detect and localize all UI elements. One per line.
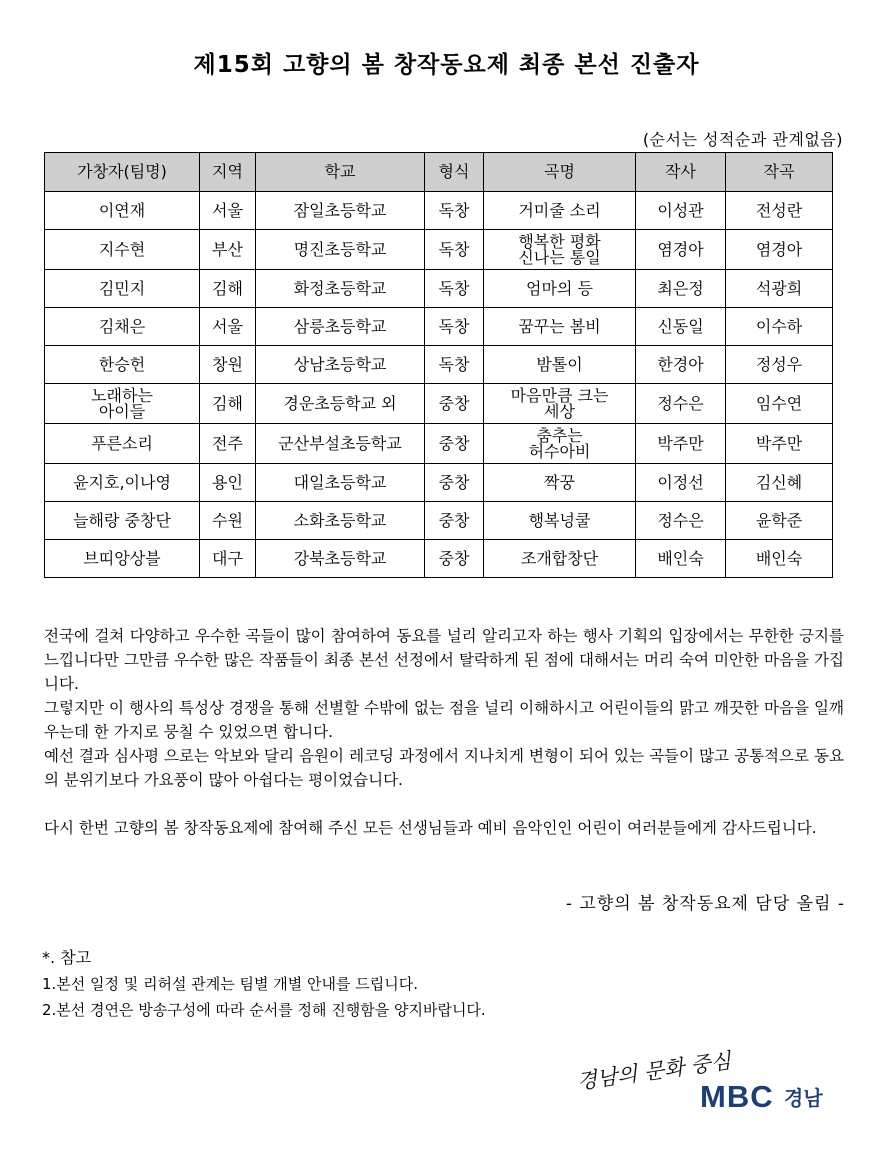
- cell-region: 창원: [200, 346, 256, 384]
- cell-school: 화정초등학교: [256, 270, 425, 308]
- cell-singer: 김민지: [45, 270, 200, 308]
- cell-region: 전주: [200, 424, 256, 464]
- header-singer: 가창자(팀명): [45, 153, 200, 192]
- body-paragraph-3: 예선 결과 심사평 으로는 악보와 달리 음원이 레코딩 과정에서 지나치게 변형이 되어 있는 곡들이 많고 공통적으로 동요의 분위기보다 가요풍이 많아 아쉽다는 평이었습니다.: [44, 747, 844, 789]
- cell-school: 대일초등학교: [256, 464, 425, 502]
- table-row: [45, 192, 833, 230]
- cell-singer: 윤지호,이나영: [45, 464, 200, 502]
- cell-region: 서울: [200, 308, 256, 346]
- cell-format: 독창: [425, 308, 484, 346]
- cell-singer: 노래하는 아이들: [45, 384, 200, 424]
- logo-brand: MBC: [700, 1079, 774, 1114]
- header-format: 형식: [425, 153, 484, 192]
- table-row: [45, 308, 833, 346]
- cell-school: 명진초등학교: [256, 230, 425, 270]
- cell-composer: 배인숙: [726, 540, 833, 578]
- signoff: - 고향의 봄 창작동요제 담당 올림 -: [565, 894, 845, 914]
- cell-song: 거미줄 소리: [484, 192, 636, 230]
- cell-lyricist: 한경아: [636, 346, 726, 384]
- cell-format: 독창: [425, 270, 484, 308]
- cell-format: 중창: [425, 540, 484, 578]
- cell-song: 조개합창단: [484, 540, 636, 578]
- cell-school: 경운초등학교 외: [256, 384, 425, 424]
- reference-item: 1.본선 일정 및 리허설 관계는 팀별 개별 안내를 드립니다.: [42, 975, 419, 993]
- cell-lyricist: 이정선: [636, 464, 726, 502]
- body-paragraph-4: 다시 한번 고향의 봄 창작동요제에 참여해 주신 모든 선생님들과 예비 음악인인 어린이 여러분들에게 감사드립니다.: [44, 819, 817, 837]
- cell-song: 짝꿍: [484, 464, 636, 502]
- page-title: 제15회 고향의 봄 창작동요제 최종 본선 진출자: [193, 52, 700, 78]
- cell-format: 중창: [425, 502, 484, 540]
- table-row: [45, 464, 833, 502]
- cell-school: 소화초등학교: [256, 502, 425, 540]
- table-header-row: [45, 153, 833, 192]
- logo-graphic: [572, 1045, 852, 1117]
- cell-song: 엄마의 등: [484, 270, 636, 308]
- order-note: (순서는 성적순과 관계없음): [642, 130, 843, 149]
- cell-school: 강북초등학교: [256, 540, 425, 578]
- table-row: [45, 230, 833, 270]
- body-paragraph-2: 그렇지만 이 행사의 특성상 경쟁을 통해 선별할 수밖에 없는 점을 널리 이해하시고 어린이들의 맑고 깨끗한 마음을 일깨우는데 한 가지로 뭉칠 수 있었으면 합니다.: [44, 699, 844, 741]
- cell-lyricist: 배인숙: [636, 540, 726, 578]
- cell-composer: 정성우: [726, 346, 833, 384]
- table-row: [45, 346, 833, 384]
- cell-song: 행복한 평화 신나는 통일: [484, 230, 636, 270]
- cell-song: 춤추는 허수아비: [484, 424, 636, 464]
- cell-singer: 늘해랑 중창단: [45, 502, 200, 540]
- cell-composer: 김신혜: [726, 464, 833, 502]
- table-row: [45, 384, 833, 424]
- cell-school: 삼릉초등학교: [256, 308, 425, 346]
- cell-lyricist: 이성관: [636, 192, 726, 230]
- cell-lyricist: 박주만: [636, 424, 726, 464]
- body-text: [44, 624, 844, 840]
- cell-singer: 한승헌: [45, 346, 200, 384]
- cell-singer: 지수현: [45, 230, 200, 270]
- mbc-gyeongnam-logo: [572, 1045, 852, 1117]
- cell-singer: 이연재: [45, 192, 200, 230]
- cell-composer: 윤학준: [726, 502, 833, 540]
- cell-singer: 김채은: [45, 308, 200, 346]
- header-school: 학교: [256, 153, 425, 192]
- cell-region: 서울: [200, 192, 256, 230]
- cell-region: 김해: [200, 270, 256, 308]
- cell-format: 독창: [425, 346, 484, 384]
- cell-lyricist: 정수은: [636, 502, 726, 540]
- cell-region: 수원: [200, 502, 256, 540]
- cell-format: 중창: [425, 424, 484, 464]
- cell-school: 잠일초등학교: [256, 192, 425, 230]
- table-row: [45, 424, 833, 464]
- cell-composer: 이수하: [726, 308, 833, 346]
- cell-format: 중창: [425, 464, 484, 502]
- cell-school: 군산부설초등학교: [256, 424, 425, 464]
- cell-composer: 전성란: [726, 192, 833, 230]
- logo-region: 경남: [784, 1086, 823, 1110]
- cell-region: 용인: [200, 464, 256, 502]
- cell-format: 독창: [425, 230, 484, 270]
- cell-school: 상남초등학교: [256, 346, 425, 384]
- cell-lyricist: 최은정: [636, 270, 726, 308]
- cell-singer: 푸른소리: [45, 424, 200, 464]
- header-lyricist: 작사: [636, 153, 726, 192]
- cell-region: 부산: [200, 230, 256, 270]
- cell-lyricist: 염경아: [636, 230, 726, 270]
- table-row: [45, 502, 833, 540]
- cell-song: 꿈꾸는 봄비: [484, 308, 636, 346]
- header-region: 지역: [200, 153, 256, 192]
- table-row: [45, 540, 833, 578]
- cell-format: 중창: [425, 384, 484, 424]
- cell-region: 김해: [200, 384, 256, 424]
- body-paragraph-1: 전국에 걸쳐 다양하고 우수한 곡들이 많이 참여하여 동요를 널리 알리고자 하는 행사 기획의 입장에서는 무한한 긍지를 느낍니다만 그만큼 우수한 많은 작품들이 최종 본선 선정에서 탈락하게 된 점에 대해서는 머리 숙여 미안한 마음을 가집니다.: [44, 627, 844, 693]
- cell-song: 행복넝쿨: [484, 502, 636, 540]
- cell-composer: 석광희: [726, 270, 833, 308]
- cell-lyricist: 신동일: [636, 308, 726, 346]
- reference-item: 2.본선 경연은 방송구성에 따라 순서를 정해 진행함을 양지바랍니다.: [42, 1001, 486, 1019]
- cell-composer: 박주만: [726, 424, 833, 464]
- cell-song: 마음만큼 크는 세상: [484, 384, 636, 424]
- cell-composer: 염경아: [726, 230, 833, 270]
- cell-singer: 브띠앙상블: [45, 540, 200, 578]
- table-row: [45, 270, 833, 308]
- cell-lyricist: 정수은: [636, 384, 726, 424]
- finalists-table: [44, 152, 833, 578]
- logo-slogan: 경남의 문화 중심: [575, 1048, 733, 1094]
- header-composer: 작곡: [726, 153, 833, 192]
- cell-song: 밤톨이: [484, 346, 636, 384]
- header-song: 곡명: [484, 153, 636, 192]
- reference-list: [42, 971, 486, 1023]
- cell-format: 독창: [425, 192, 484, 230]
- reference-heading: *. 참고: [42, 948, 92, 967]
- cell-composer: 임수연: [726, 384, 833, 424]
- cell-region: 대구: [200, 540, 256, 578]
